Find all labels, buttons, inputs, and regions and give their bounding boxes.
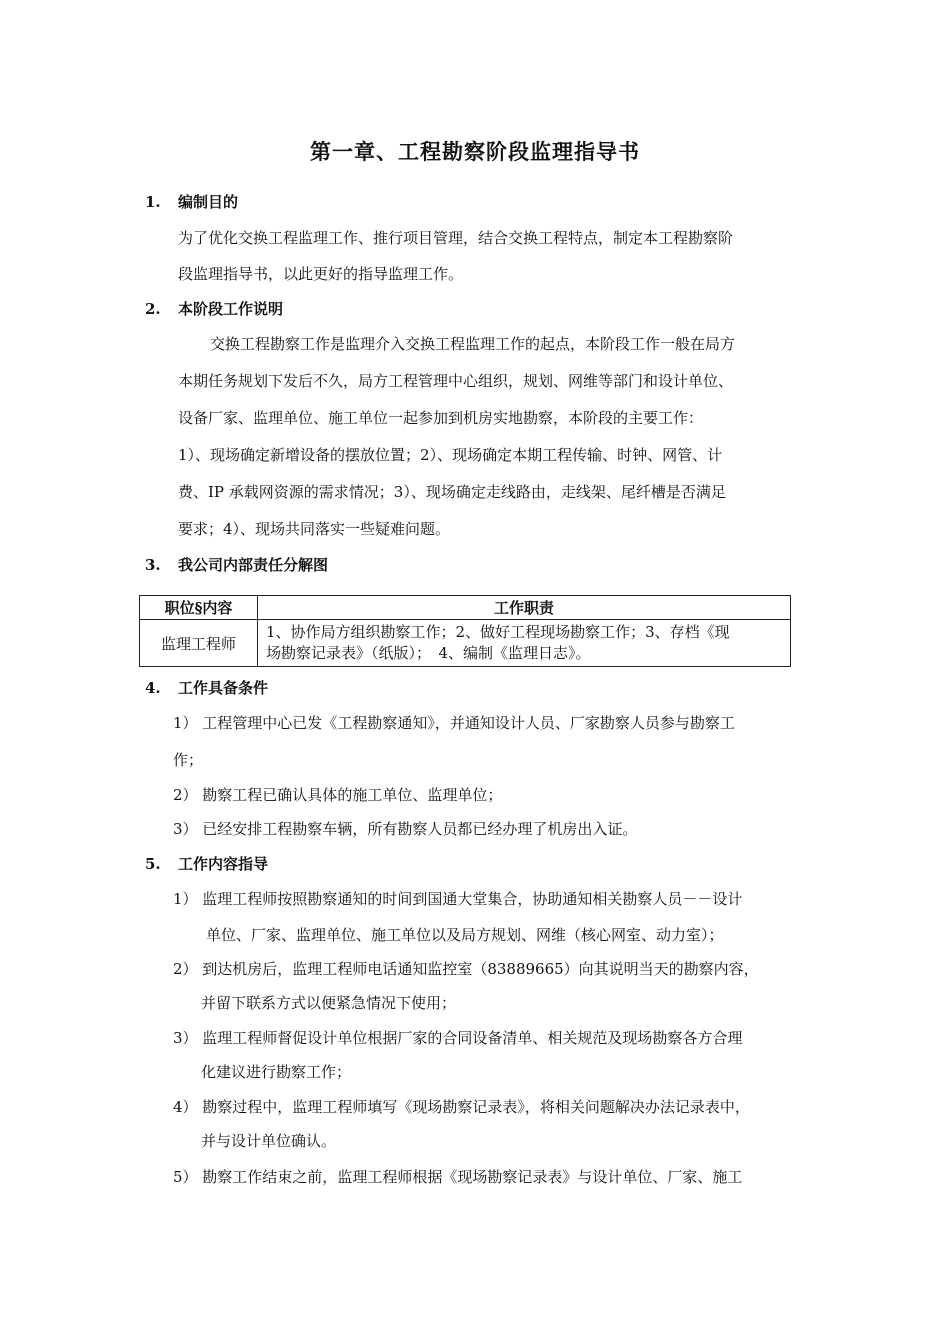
paragraph-line: 设备厂家、监理单位、施工单位一起参加到机房实地勘察，本阶段的主要工作： — [178, 409, 704, 427]
list-item: 2） 到达机房后，监理工程师电话通知监控室（83889665）向其说明当天的勘察内容， — [173, 960, 759, 978]
section-number: 5. — [145, 855, 161, 873]
section-heading-3 — [145, 554, 328, 575]
table-cell-duty — [258, 620, 791, 667]
list-item: 2） 勘察工程已确认具体的施工单位、监理单位； — [173, 786, 503, 804]
list-item-continuation: 单位、厂家、监理单位、施工单位以及局方规划、网维（核心网室、动力室）； — [206, 926, 724, 944]
list-item-continuation: 并留下联系方式以便紧急情况下使用； — [201, 994, 457, 1012]
list-item: 3） 监理工程师督促设计单位根据厂家的合同设备清单、相关规范及现场勘察各方合理 — [173, 1029, 743, 1047]
list-item: 4） 勘察过程中，监理工程师填写《现场勘察记录表》，将相关问题解决办法记录表中， — [173, 1098, 750, 1116]
section-title: 编制目的 — [178, 193, 239, 211]
section-title: 工作具备条件 — [178, 679, 269, 697]
paragraph-line: 要求；4）、现场共同落实一些疑难问题。 — [178, 520, 451, 538]
section-heading-1 — [145, 191, 238, 212]
table-row — [140, 620, 791, 667]
paragraph-line: 交换工程勘察工作是监理介入交换工程监理工作的起点，本阶段工作一般在局方 — [210, 335, 736, 353]
list-item-continuation: 作； — [173, 751, 204, 769]
list-item: 3） 已经安排工程勘察车辆，所有勘察人员都已经办理了机房出入证。 — [173, 820, 638, 838]
section-title: 我公司内部责任分解图 — [178, 556, 329, 574]
table-header-row — [140, 596, 791, 620]
list-item: 1） 监理工程师按照勘察通知的时间到国通大堂集合，协助通知相关勘察人员－－设计 — [173, 890, 743, 908]
list-item-continuation: 化建议进行勘察工作； — [201, 1063, 352, 1081]
paragraph-line: 1）、现场确定新增设备的摆放位置；2）、现场确定本期工程传输、时钟、网管、计 — [178, 446, 723, 464]
duty-line: 场勘察记录表》（纸版）； 4、编制《监理日志》。 — [266, 644, 591, 662]
section-heading-2 — [145, 298, 283, 319]
paragraph-line: 本期任务规划下发后不久，局方工程管理中心组织，规划、网维等部门和设计单位、 — [178, 372, 734, 390]
table-header-cell: 职位§内容 — [140, 596, 258, 620]
list-item-continuation: 并与设计单位确认。 — [201, 1132, 337, 1150]
paragraph-line: 段监理指导书，以此更好的指导监理工作。 — [178, 265, 464, 283]
paragraph-line: 为了优化交换工程监理工作、推行项目管理，结合交换工程特点，制定本工程勘察阶 — [178, 229, 734, 247]
page-title: 第一章、工程勘察阶段监理指导书 — [310, 139, 640, 164]
section-number: 4. — [145, 679, 161, 697]
section-number: 3. — [145, 556, 161, 574]
section-heading-4 — [145, 677, 268, 698]
section-number: 2. — [145, 300, 161, 318]
list-item: 5） 勘察工作结束之前，监理工程师根据《现场勘察记录表》与设计单位、厂家、施工 — [173, 1168, 743, 1186]
section-number: 1. — [145, 193, 161, 211]
section-title: 工作内容指导 — [178, 855, 269, 873]
table-header-cell: 工作职责 — [258, 596, 791, 620]
responsibility-table — [139, 595, 791, 667]
table-cell-role: 监理工程师 — [140, 620, 258, 667]
list-item: 1） 工程管理中心已发《工程勘察通知》，并通知设计人员、厂家勘察人员参与勘察工 — [173, 714, 735, 732]
section-heading-5 — [145, 853, 268, 874]
paragraph-line: 费、IP 承载网资源的需求情况；3）、现场确定走线路由，走线架、尾纤槽是否满足 — [178, 483, 726, 501]
duty-line: 1、协作局方组织勘察工作；2、做好工程现场勘察工作；3、存档《现 — [266, 623, 730, 641]
section-title: 本阶段工作说明 — [178, 300, 284, 318]
